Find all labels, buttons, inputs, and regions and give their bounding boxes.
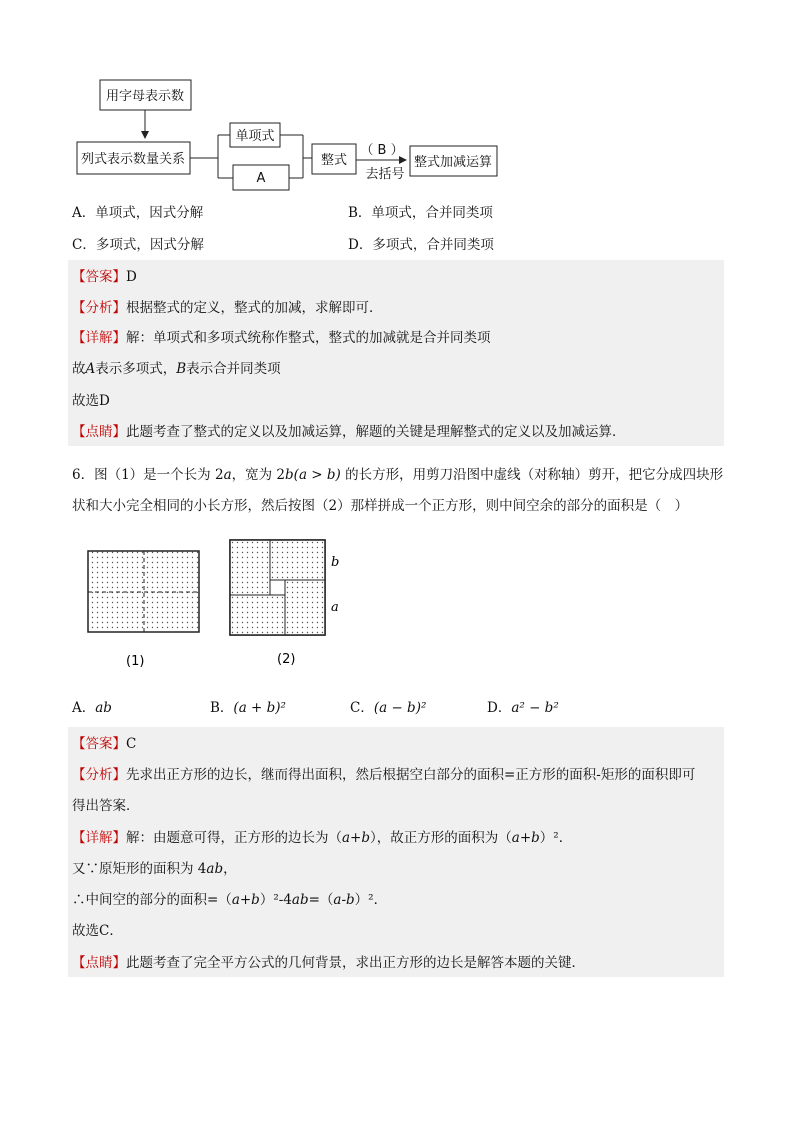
q5-solution-block xyxy=(68,260,724,446)
q6-detail: 【详解】解：由题意可得，正方形的边长为（a+b），故正方形的面积为（a+b）²． xyxy=(72,830,573,846)
q5-option-c: C．多项式，因式分解 xyxy=(72,237,204,253)
fig2-center-hole xyxy=(270,580,285,595)
box-left-text: 列式表示数量关系 xyxy=(80,152,186,167)
fig2-label-a: a xyxy=(331,600,339,615)
flowchart xyxy=(60,70,520,194)
q5-analysis: 【分析】根据整式的定义，整式的加减，求解即可． xyxy=(72,300,383,316)
fig2-label: (2) xyxy=(277,652,296,667)
box-mono-text: 单项式 xyxy=(235,129,275,144)
q6-option-d: D．a² − b² xyxy=(487,700,559,716)
box-zhengshi-text: 整式 xyxy=(320,153,348,168)
arrow-note: 去括号 xyxy=(365,167,405,182)
q5-comment: 【点睛】此题考查了整式的定义以及加减运算，解题的关键是理解整式的定义以及加减运算． xyxy=(72,424,626,440)
fig2-label-b: b xyxy=(331,555,340,570)
q6-analysis: 【分析】先求出正方形的边长，继而得出面积，然后根据空白部分的面积=正方形的面积-矩形的面积即可 xyxy=(72,767,696,783)
fig2-piece-bottom-right xyxy=(285,580,325,635)
box-a-text: A xyxy=(256,171,266,186)
fig2-piece-top-right xyxy=(270,540,325,580)
q6-comment: 【点睛】此题考查了完全平方公式的几何背景，求出正方形的边长是解答本题的关键． xyxy=(72,955,585,971)
paren-b: （ B ） xyxy=(360,143,404,158)
q6-conclude: 故选C． xyxy=(72,923,123,939)
box-top-text: 用字母表示数 xyxy=(105,89,185,104)
q6-answer: 【答案】C xyxy=(72,736,137,752)
q5-detail: 【详解】解：单项式和多项式统称作整式，整式的加减就是合并同类项 xyxy=(72,330,491,346)
q6-figures xyxy=(80,535,360,675)
box-result-text: 整式加减运算 xyxy=(413,155,493,170)
q6-option-b: B．(a + b)² xyxy=(210,700,286,716)
q5-option-a: A．单项式，因式分解 xyxy=(72,205,204,221)
q6-analysis-line2: 得出答案． xyxy=(72,798,140,814)
q5-answer: 【答案】D xyxy=(72,269,137,285)
fig1-label: (1) xyxy=(126,654,145,669)
q6-detail-line2: 又∵原矩形的面积为 4ab， xyxy=(72,861,237,877)
q6-option-a: A．ab xyxy=(72,700,112,716)
q5-conclude: 故选D xyxy=(72,393,110,409)
fig2-piece-bottom-left xyxy=(230,595,285,635)
q6-stem-line1: 6．图（1）是一个长为 2a，宽为 2b(a > b) 的长方形，用剪刀沿图中虚线（对称轴）剪开，把它分成四块形 xyxy=(72,467,724,483)
q5-detail-line2: 故A表示多项式，B表示合并同类项 xyxy=(72,361,281,377)
q5-option-d: D．多项式，合并同类项 xyxy=(348,237,494,253)
fig2-piece-top-left xyxy=(230,540,270,595)
q5-option-b: B．单项式，合并同类项 xyxy=(348,205,493,221)
q6-detail-line3: ∴中间空的部分的面积=（a+b）²-4ab=（a-b）²． xyxy=(72,892,388,908)
q6-option-c: C．(a − b)² xyxy=(350,700,427,716)
q6-stem-line2: 状和大小完全相同的小长方形，然后按图（2）那样拼成一个正方形，则中间空余的部分的面积是（ ） xyxy=(72,498,689,514)
